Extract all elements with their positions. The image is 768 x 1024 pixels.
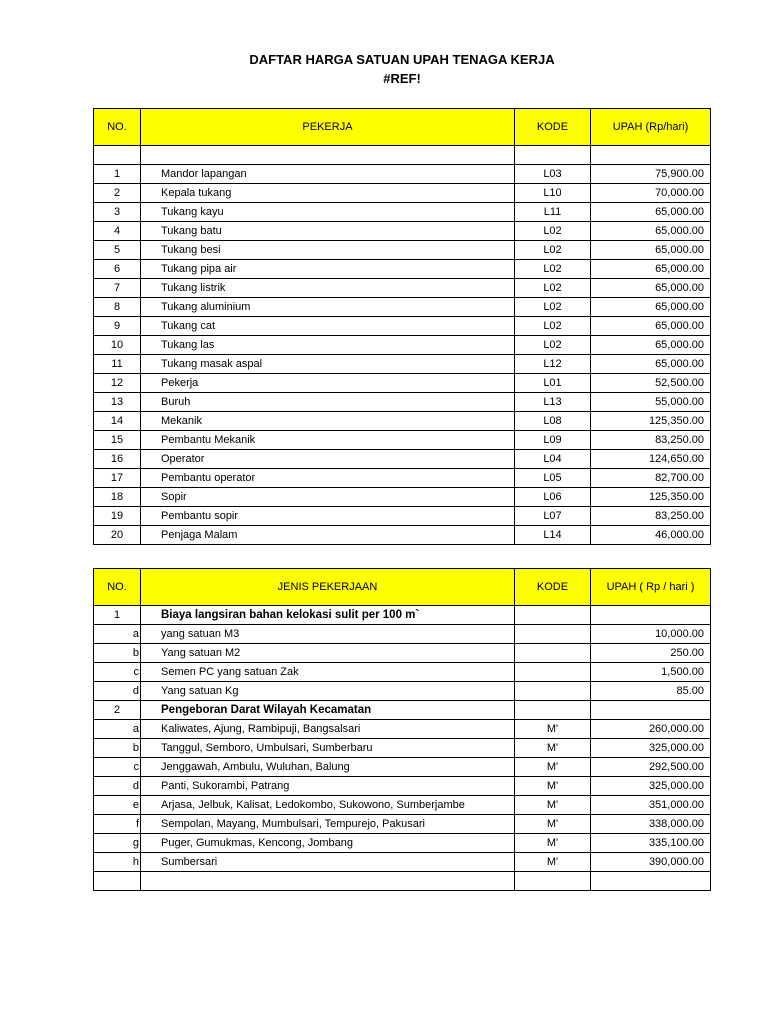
work-code bbox=[515, 682, 591, 701]
worker-code: L02 bbox=[515, 298, 591, 317]
worker-name: Pembantu Mekanik bbox=[141, 431, 515, 450]
wage-value: 338,000.00 bbox=[591, 815, 711, 834]
table-row bbox=[94, 644, 711, 663]
row-number: 11 bbox=[94, 355, 141, 374]
worker-code: L09 bbox=[515, 431, 591, 450]
work-code: M' bbox=[515, 758, 591, 777]
worker-name: Mekanik bbox=[141, 412, 515, 431]
worker-name: Tukang besi bbox=[141, 241, 515, 260]
wage-table-header bbox=[94, 109, 711, 146]
group-code bbox=[515, 701, 591, 720]
worker-code: L02 bbox=[515, 279, 591, 298]
item-letter: b bbox=[94, 739, 141, 758]
group-row bbox=[94, 606, 711, 625]
wage-value: 82,700.00 bbox=[591, 469, 711, 488]
table-row bbox=[94, 241, 711, 260]
wage-value: 65,000.00 bbox=[591, 203, 711, 222]
table-row bbox=[94, 203, 711, 222]
wage-value: 1,500.00 bbox=[591, 663, 711, 682]
worker-code: L01 bbox=[515, 374, 591, 393]
work-code: M' bbox=[515, 853, 591, 872]
wage-value: 351,000.00 bbox=[591, 796, 711, 815]
work-code: M' bbox=[515, 777, 591, 796]
group-title: Biaya langsiran bahan kelokasi sulit per 100 m` bbox=[141, 606, 515, 625]
item-letter: e bbox=[94, 796, 141, 815]
row-number: 2 bbox=[94, 184, 141, 203]
wage-value: 292,500.00 bbox=[591, 758, 711, 777]
item-letter: f bbox=[94, 815, 141, 834]
row-number: 17 bbox=[94, 469, 141, 488]
table-row bbox=[94, 507, 711, 526]
worker-name: Tukang pipa air bbox=[141, 260, 515, 279]
worker-name: Operator bbox=[141, 450, 515, 469]
worker-name: Sopir bbox=[141, 488, 515, 507]
wage-value: 70,000.00 bbox=[591, 184, 711, 203]
col-header-upah: UPAH (Rp/hari) bbox=[591, 109, 711, 146]
col-header-pekerja: PEKERJA bbox=[141, 109, 515, 146]
row-number: 4 bbox=[94, 222, 141, 241]
row-number: 18 bbox=[94, 488, 141, 507]
row-number: 15 bbox=[94, 431, 141, 450]
wage-value: 65,000.00 bbox=[591, 355, 711, 374]
table-row bbox=[94, 758, 711, 777]
worker-name: Tukang masak aspal bbox=[141, 355, 515, 374]
col-header-no: NO. bbox=[94, 109, 141, 146]
table-row bbox=[94, 777, 711, 796]
wage-value: 83,250.00 bbox=[591, 507, 711, 526]
worker-code: L12 bbox=[515, 355, 591, 374]
row-number: 5 bbox=[94, 241, 141, 260]
work-code: M' bbox=[515, 815, 591, 834]
group-row bbox=[94, 701, 711, 720]
row-number: 16 bbox=[94, 450, 141, 469]
wage-value: 75,900.00 bbox=[591, 165, 711, 184]
page-subtitle: #REF! bbox=[383, 71, 421, 86]
table-row bbox=[94, 412, 711, 431]
empty-row bbox=[94, 872, 711, 891]
table-row bbox=[94, 317, 711, 336]
worker-code: L04 bbox=[515, 450, 591, 469]
worker-name: Tukang kayu bbox=[141, 203, 515, 222]
work-name: Yang satuan Kg bbox=[141, 682, 515, 701]
work-name: Kaliwates, Ajung, Rambipuji, Bangsalsari bbox=[141, 720, 515, 739]
worker-code: L11 bbox=[515, 203, 591, 222]
wage-value: 65,000.00 bbox=[591, 260, 711, 279]
wage-value: 335,100.00 bbox=[591, 834, 711, 853]
wage-value: 65,000.00 bbox=[591, 279, 711, 298]
worker-name: Tukang aluminium bbox=[141, 298, 515, 317]
table-row bbox=[94, 184, 711, 203]
row-number: 1 bbox=[94, 165, 141, 184]
worker-name: Tukang las bbox=[141, 336, 515, 355]
worker-code: L07 bbox=[515, 507, 591, 526]
row-number: 20 bbox=[94, 526, 141, 545]
table-row bbox=[94, 374, 711, 393]
worker-code: L02 bbox=[515, 336, 591, 355]
row-number: 10 bbox=[94, 336, 141, 355]
worker-code: L02 bbox=[515, 260, 591, 279]
work-name: Yang satuan M2 bbox=[141, 644, 515, 663]
table-row bbox=[94, 682, 711, 701]
wage-value: 65,000.00 bbox=[591, 336, 711, 355]
table-row bbox=[94, 355, 711, 374]
table-row bbox=[94, 222, 711, 241]
group-title: Pengeboran Darat Wilayah Kecamatan bbox=[141, 701, 515, 720]
table-row bbox=[94, 796, 711, 815]
worker-name: Mandor lapangan bbox=[141, 165, 515, 184]
wage-value: 83,250.00 bbox=[591, 431, 711, 450]
col-header-kode: KODE bbox=[515, 109, 591, 146]
wage-value: 52,500.00 bbox=[591, 374, 711, 393]
item-letter: d bbox=[94, 682, 141, 701]
table-row bbox=[94, 393, 711, 412]
table-row bbox=[94, 165, 711, 184]
wage-value: 10,000.00 bbox=[591, 625, 711, 644]
item-letter: h bbox=[94, 853, 141, 872]
item-letter: a bbox=[94, 625, 141, 644]
row-number: 3 bbox=[94, 203, 141, 222]
wage-value: 65,000.00 bbox=[591, 222, 711, 241]
worker-name: Kepala tukang bbox=[141, 184, 515, 203]
group-number: 2 bbox=[94, 701, 141, 720]
wage-value: 46,000.00 bbox=[591, 526, 711, 545]
work-name: Sumbersari bbox=[141, 853, 515, 872]
work-code bbox=[515, 644, 591, 663]
wage-value: 325,000.00 bbox=[591, 739, 711, 758]
work-table-header bbox=[94, 569, 711, 606]
worker-code: L02 bbox=[515, 317, 591, 336]
worker-name: Penjaga Malam bbox=[141, 526, 515, 545]
row-number: 14 bbox=[94, 412, 141, 431]
table-row bbox=[94, 815, 711, 834]
work-name: Sempolan, Mayang, Mumbulsari, Tempurejo, Pakusari bbox=[141, 815, 515, 834]
table-row bbox=[94, 853, 711, 872]
item-letter: g bbox=[94, 834, 141, 853]
group-value bbox=[591, 701, 711, 720]
group-code bbox=[515, 606, 591, 625]
wage-value: 390,000.00 bbox=[591, 853, 711, 872]
wage-value: 250.00 bbox=[591, 644, 711, 663]
item-letter: c bbox=[94, 758, 141, 777]
table-row bbox=[94, 488, 711, 507]
work-name: Jenggawah, Ambulu, Wuluhan, Balung bbox=[141, 758, 515, 777]
worker-code: L06 bbox=[515, 488, 591, 507]
table-row bbox=[94, 431, 711, 450]
work-table bbox=[93, 568, 711, 891]
work-code bbox=[515, 625, 591, 644]
table-row bbox=[94, 298, 711, 317]
worker-name: Tukang cat bbox=[141, 317, 515, 336]
wage-value: 125,350.00 bbox=[591, 412, 711, 431]
table-row bbox=[94, 663, 711, 682]
item-letter: c bbox=[94, 663, 141, 682]
wage-value: 124,650.00 bbox=[591, 450, 711, 469]
worker-code: L14 bbox=[515, 526, 591, 545]
col-header-upah: UPAH ( Rp / hari ) bbox=[591, 569, 711, 606]
table-row bbox=[94, 834, 711, 853]
worker-code: L03 bbox=[515, 165, 591, 184]
col-header-jenis-pekerjaan: JENIS PEKERJAAN bbox=[141, 569, 515, 606]
worker-code: L08 bbox=[515, 412, 591, 431]
wage-value: 65,000.00 bbox=[591, 317, 711, 336]
worker-name: Pembantu sopir bbox=[141, 507, 515, 526]
wage-value: 55,000.00 bbox=[591, 393, 711, 412]
worker-code: L02 bbox=[515, 241, 591, 260]
table-row bbox=[94, 625, 711, 644]
empty-row bbox=[94, 146, 711, 165]
worker-code: L13 bbox=[515, 393, 591, 412]
row-number: 7 bbox=[94, 279, 141, 298]
table-row bbox=[94, 739, 711, 758]
work-name: yang satuan M3 bbox=[141, 625, 515, 644]
wage-value: 260,000.00 bbox=[591, 720, 711, 739]
worker-name: Pekerja bbox=[141, 374, 515, 393]
wage-value: 65,000.00 bbox=[591, 298, 711, 317]
table-row bbox=[94, 260, 711, 279]
worker-code: L05 bbox=[515, 469, 591, 488]
wage-table bbox=[93, 108, 711, 545]
wage-value: 85.00 bbox=[591, 682, 711, 701]
row-number: 13 bbox=[94, 393, 141, 412]
group-number: 1 bbox=[94, 606, 141, 625]
work-name: Arjasa, Jelbuk, Kalisat, Ledokombo, Sukowono, Sumberjambe bbox=[141, 796, 515, 815]
worker-name: Pembantu operator bbox=[141, 469, 515, 488]
group-value bbox=[591, 606, 711, 625]
worker-code: L10 bbox=[515, 184, 591, 203]
table-row bbox=[94, 279, 711, 298]
work-name: Tanggul, Semboro, Umbulsari, Sumberbaru bbox=[141, 739, 515, 758]
work-code: M' bbox=[515, 796, 591, 815]
row-number: 6 bbox=[94, 260, 141, 279]
row-number: 12 bbox=[94, 374, 141, 393]
row-number: 19 bbox=[94, 507, 141, 526]
table-row bbox=[94, 526, 711, 545]
table-row bbox=[94, 720, 711, 739]
col-header-kode: KODE bbox=[515, 569, 591, 606]
worker-name: Tukang listrik bbox=[141, 279, 515, 298]
wage-value: 65,000.00 bbox=[591, 241, 711, 260]
col-header-no: NO. bbox=[94, 569, 141, 606]
row-number: 9 bbox=[94, 317, 141, 336]
worker-code: L02 bbox=[515, 222, 591, 241]
work-code bbox=[515, 663, 591, 682]
work-name: Semen PC yang satuan Zak bbox=[141, 663, 515, 682]
item-letter: a bbox=[94, 720, 141, 739]
work-name: Puger, Gumukmas, Kencong, Jombang bbox=[141, 834, 515, 853]
item-letter: b bbox=[94, 644, 141, 663]
table-row bbox=[94, 336, 711, 355]
work-code: M' bbox=[515, 739, 591, 758]
worker-name: Tukang batu bbox=[141, 222, 515, 241]
wage-value: 125,350.00 bbox=[591, 488, 711, 507]
table-row bbox=[94, 469, 711, 488]
row-number: 8 bbox=[94, 298, 141, 317]
work-code: M' bbox=[515, 720, 591, 739]
page-title: DAFTAR HARGA SATUAN UPAH TENAGA KERJA bbox=[249, 52, 555, 67]
worker-name: Buruh bbox=[141, 393, 515, 412]
work-name: Panti, Sukorambi, Patrang bbox=[141, 777, 515, 796]
table-row bbox=[94, 450, 711, 469]
item-letter: d bbox=[94, 777, 141, 796]
work-code: M' bbox=[515, 834, 591, 853]
wage-value: 325,000.00 bbox=[591, 777, 711, 796]
